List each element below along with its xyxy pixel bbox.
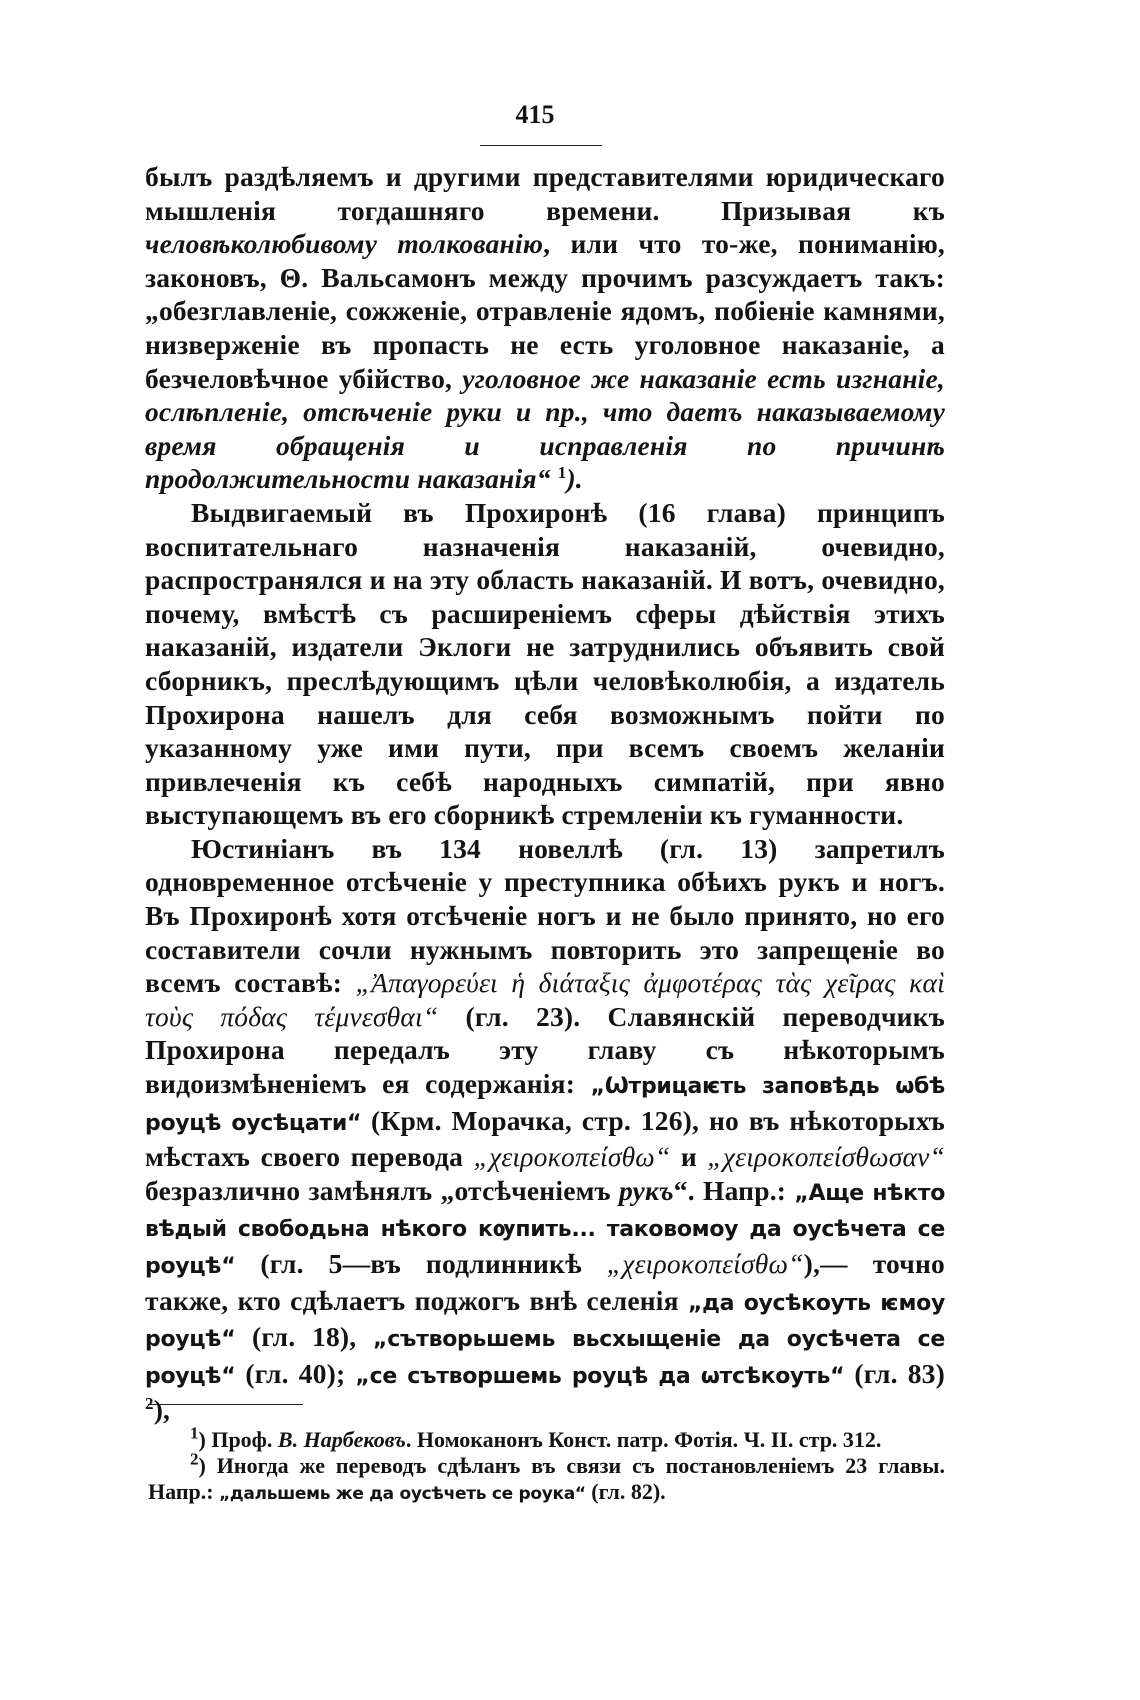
page-number-rule (480, 145, 602, 146)
footnote-1-author: В. Нарбековъ (277, 1427, 406, 1452)
footnote-1-mark: 1 (190, 1423, 199, 1443)
greek-quote-4: „χειροκοπείσθω“ (606, 1248, 804, 1279)
body-text (145, 160, 945, 1427)
p3-italic-word: рукъ (618, 1174, 674, 1206)
footnote-ref-1[interactable]: 1 (557, 463, 567, 483)
p3-text-9: (гл. 18), (235, 1321, 374, 1353)
p3-text-7: (гл. 5—въ подлинникѣ (235, 1248, 607, 1279)
slavonic-quote-4: „сътворьшемь вьсхыщеніе да оусѣчета се роуцѣ“ (145, 1327, 945, 1389)
p3-text-6: “. Напр.: (673, 1174, 795, 1206)
footnote-1-text-2: . Номоканонъ Конст. патр. Фотія. Ч. II. стр. 312. (405, 1427, 882, 1452)
p3-text-end: ), (153, 1394, 171, 1426)
p3-text-5: безразлично замѣнялъ „отсѣченіемъ (145, 1174, 619, 1206)
p1-text-1: былъ раздѣляемъ и другими представителями юридическаго мышленія тогдашняго времени. Призывая къ (145, 161, 945, 226)
slavonic-quote-1: „Ѡтрицаѥть заповѣдь ѡбѣ роуцѣ оусѣцати“ (145, 1074, 945, 1136)
p1-italic-quote: уголовное же наказаніе есть изгнаніе, ослѣпленіе, отсѣченіе руки и пр., что даетъ наказываемому время обращенія и исправленія по причинѣ продолжительности наказанія“ (145, 362, 945, 495)
page-number: 415 (515, 100, 555, 129)
footnote-separator (148, 1404, 303, 1405)
footnote-2 (148, 1449, 945, 1507)
footnote-ref-2[interactable]: 2 (145, 1394, 154, 1414)
p1-italic-phrase: человѣколюбивому толкованію (145, 228, 544, 260)
paragraph-1 (145, 160, 945, 496)
p3-text-10: (гл. 40); (235, 1357, 356, 1389)
greek-quote-1: „Ἀπαγορεύει ἡ διάταξις ἀμφοτέρας τὰς χεῖρας καὶ τοὺς πόδας τέμνεσθαι“ (145, 967, 945, 1032)
slavonic-quote-3: „да оусѣкоуть ѥмоу роуцѣ“ (145, 1290, 945, 1353)
p3-text-4: и (670, 1141, 708, 1173)
p3-text-2: (гл. 23). Славянскій переводчикъ Прохирона передалъ эту главу съ нѣкоторымъ видоизмѣненіемъ ея содержанія: (145, 1000, 945, 1100)
footnote-2-mark: 2 (190, 1449, 199, 1469)
greek-quote-3: „χειροκοπείσθωσαν“ (707, 1141, 945, 1173)
p3-text-3: (Крм. Морачка, стр. 126), но въ нѣкоторыхъ мѣстахъ своего перевода (145, 1104, 945, 1173)
p3-text-8: ),— точно также, кто сдѣлаетъ поджогъ внѣ селенія (145, 1248, 945, 1316)
paragraph-3 (145, 832, 945, 1427)
p1-text-2: , или что то-же, пониманію, законовъ, Θ. Вальсамонъ между прочимъ разсуждаетъ такъ: „обезглавленіе, сожженіе, отравленіе ядомъ, побіеніе камнями, низверженіе въ пропасть не есть уголовное наказаніе, а безчеловѣчное убійство, (145, 228, 945, 394)
paragraph-2: Выдвигаемый въ Прохиронѣ (16 глава) принципъ воспитательнаго назначенія наказаній, очевидно, распространялся и на эту область наказаній. И вотъ, очевидно, почему, вмѣстѣ съ расширеніемъ сферы дѣйствія этихъ наказаній, издатели Эклоги не затруднились объявить свой сборникъ, преслѣдующимъ цѣли человѣколюбія, а издатель Прохирона нашелъ для себя возможнымъ пойти по указанному уже ими пути, при всемъ своемъ желаніи привлеченія къ себѣ народныхъ симпатій, при явно выступающемъ въ его сборникѣ стремленіи къ гуманности. (145, 496, 945, 831)
footnote-1 (148, 1423, 945, 1453)
p1-text-end: ). (566, 463, 583, 495)
p3-text-1: Юстиніанъ въ 134 новеллѣ (гл. 13) запретилъ одновременное отсѣченіе у преступника обѣихъ рукъ и ногъ. Въ Прохиронѣ хотя отсѣченіе ногъ и не было принято, но его составители сочли нужнымъ повторить это запрещеніе во всемъ составѣ: (145, 832, 945, 999)
footnote-2-slavonic: „дальшемь же да оусѣчеть се роука“ (219, 1484, 586, 1504)
p3-text-11: (гл. 83) (844, 1357, 945, 1389)
footnote-2-text-1: ) Иногда же переводъ сдѣланъ въ связи съ постановленіемъ 23 главы. Напр.: (148, 1453, 945, 1504)
footnote-1-text-1: ) Проф. (198, 1427, 278, 1452)
slavonic-quote-5: „се сътворшемь роуцѣ да ѡтсѣкоуть“ (355, 1363, 845, 1389)
greek-quote-2: „χειροκοπείσθω“ (473, 1141, 671, 1173)
slavonic-quote-2: „Аще нѣкто вѣдый свободьна нѣкого кѹпить... таковомоу да оусѣчета се роуцѣ“ (145, 1180, 946, 1279)
footnotes (148, 1423, 945, 1507)
footnote-2-text-2: (гл. 82). (585, 1479, 666, 1504)
